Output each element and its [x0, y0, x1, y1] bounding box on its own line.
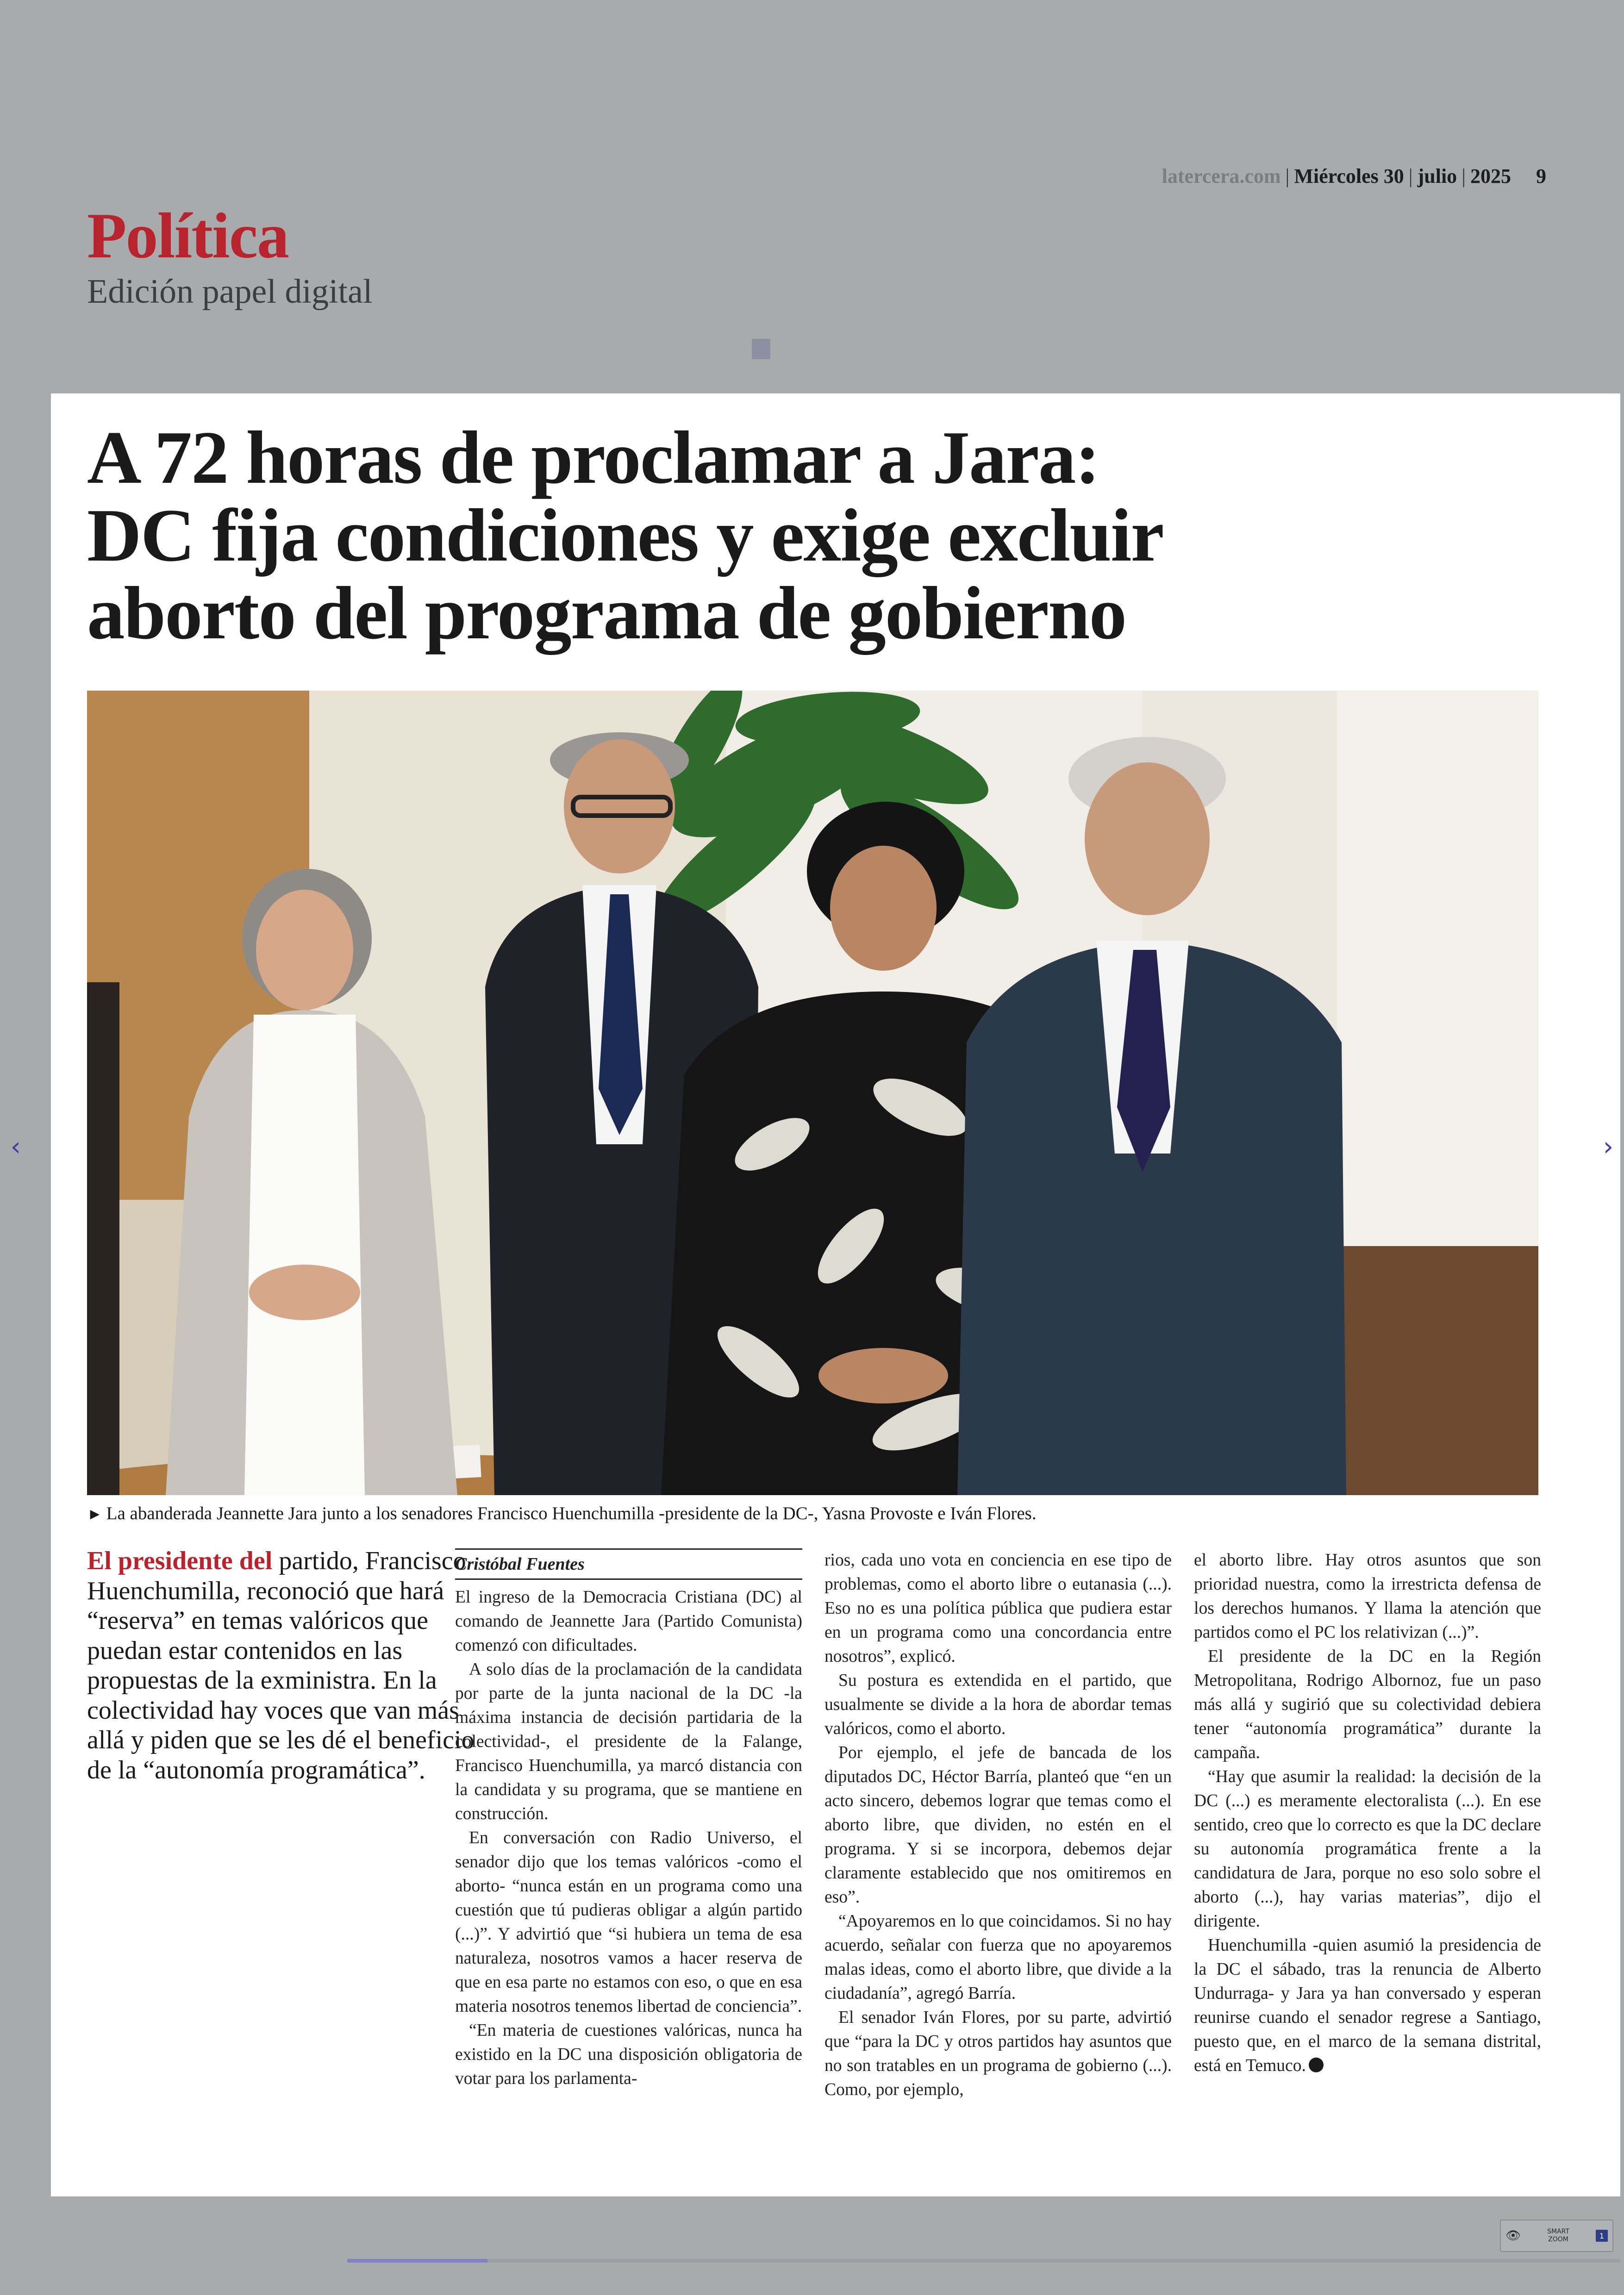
body-paragraph: El presidente de la DC en la Región Metropolitana, Rodrigo Albornoz, fue un paso más allá y sugirió que su colectividad debiera tener “autonomía programática” durante la campaña. — [1194, 1647, 1541, 1762]
caption-arrow-icon: ► — [87, 1506, 103, 1523]
article-lead — [87, 1546, 485, 1902]
body-paragraph: Su postura es extendida en el partido, que usualmente se divide a la hora de abordar temas valóricos, como el aborto. — [824, 1671, 1172, 1738]
section-subtitle: Edición papel digital — [87, 273, 373, 311]
page-number: 9 — [1536, 164, 1546, 187]
article-photo — [87, 691, 1538, 1495]
smart-zoom-label-line: SMART — [1547, 2228, 1569, 2235]
page-marker-icon — [752, 339, 770, 359]
article-column-1 — [455, 1548, 802, 2091]
lead-text: partido, Francisco Huenchumilla, reconoció que hará “reserva” en temas valóricos que puedan estar contenidos en las propuestas de la exministra. En la colectividad hay voces que van más allá y piden que se les dé el beneficio de la “autonomía programática”. — [87, 1547, 475, 1784]
body-paragraph: “Hay que asumir la realidad: la decisión de la DC (...) es meramente electoralista (...). En ese sentido, creo que lo correcto es que la DC declare su autonomía programática frente a la candidatura de Jara, porque no eso solo sobre el aborto (...), hay varias materias”, dijo el dirigente. — [1194, 1767, 1541, 1931]
separator: | — [1285, 164, 1290, 187]
caption-text: La abanderada Jeannette Jara junto a los senadores Francisco Huenchumilla -presidente de la DC-, Yasna Provoste e Iván Flores. — [106, 1503, 1037, 1523]
next-page-button[interactable] — [1594, 1133, 1622, 1161]
body-paragraph: rios, cada uno vota en conciencia en ese tipo de problemas, como el aborto libre o eutanasia (...). Eso no es una política pública que pudiera estar en un programa como una concordancia entre nosotros”, explicó. — [824, 1551, 1172, 1666]
section-title: Política — [87, 200, 288, 272]
eye-icon: 👁 — [1505, 2229, 1521, 2243]
body-paragraph-text: Huenchumilla -quien asumió la presidencia de la DC el sábado, tras la renuncia de Alberto Undurraga- y Jara ya han conversado y esperan reunirse cuando el senador regrese a Santiago, puesto que, en el marco de la semana distrital, está en Temuco. — [1194, 1936, 1541, 2075]
body-paragraph: En conversación con Radio Universo, el senador dijo que los temas valóricos -como el aborto- “nunca están en un programa como una cuestión que tú pudieras obligar a algún partido (...)”. Y advirtió que “si hubiera un tema de esa naturaleza, nosotros vamos a hacer reserva de que en esa parte no estamos con eso, o que en esa materia nosotros tenemos libertad de conciencia”. — [455, 1828, 802, 2016]
body-paragraph: “Apoyaremos en lo que coincidamos. Si no hay acuerdo, señalar con fuerza que no apoyaremos malas ideas, como el aborto libre, que divide a la ciudadanía”, agregó Barría. — [824, 1912, 1172, 2003]
article-column-3 — [1194, 1548, 1541, 2078]
photo-caption — [87, 1497, 1538, 1530]
body-paragraph-last — [1194, 1933, 1541, 2078]
body-paragraph: el aborto libre. Hay otros asuntos que son prioridad nuestra, como la irrestricta defensa de los derechos humanos. Y llama la atención que partidos como el PC los relativizan (...)”. — [1194, 1551, 1541, 1642]
article-column-2 — [824, 1548, 1172, 2102]
lead-highlight: El presidente del — [87, 1547, 273, 1575]
smart-zoom-button[interactable] — [1500, 2220, 1613, 2252]
smart-zoom-badge: 1 — [1596, 2230, 1608, 2242]
issue-year: 2025 — [1470, 164, 1511, 187]
article-end-dot-icon — [1309, 2058, 1324, 2072]
previous-page-button[interactable] — [2, 1133, 30, 1161]
page-scrubber-progress[interactable] — [347, 2259, 487, 2263]
body-paragraph: Por ejemplo, el jefe de bancada de los diputados DC, Héctor Barría, planteó que “en un acto sincero, debemos lograr que temas como el aborto libre, que dividen, no estén en el programa. Y si se incorpora, debemos dejar claramente establecido que nos omitiremos en eso”. — [824, 1743, 1172, 1907]
smart-zoom-label — [1547, 2228, 1569, 2244]
body-paragraph: “En materia de cuestiones valóricas, nunca ha existido en la DC una disposición obligatoria de votar para los parlamenta- — [455, 2021, 802, 2088]
body-paragraph: El senador Iván Flores, por su parte, advirtió que “para la DC y otros partidos hay asuntos que no son tratables en un programa de gobierno (...). Como, por ejemplo, — [824, 2008, 1172, 2099]
article-headline — [87, 416, 1592, 660]
chevron-right-icon: › — [1603, 1132, 1614, 1162]
article-byline: Cristóbal Fuentes — [455, 1548, 802, 1580]
headline-line: A 72 horas de proclamar a Jara: — [87, 416, 1099, 499]
page-scrubber[interactable] — [347, 2259, 1620, 2263]
body-paragraph: A solo días de la proclamación de la candidata por parte de la junta nacional de la DC -la máxima instancia de decisión partidaria de la colectividad-, el presidente de la Falange, Francisco Huenchumilla, ya marcó distancia con la candidata y su programa, que se mantiene en construcción. — [455, 1660, 802, 1823]
site-name: latercera.com — [1162, 164, 1281, 187]
page-header-meta — [1018, 160, 1546, 192]
smart-zoom-label-line: ZOOM — [1548, 2236, 1568, 2243]
chevron-left-icon: ‹ — [10, 1132, 21, 1162]
separator: | — [1408, 164, 1413, 187]
headline-line: DC fija condiciones y exige excluir — [87, 494, 1163, 577]
body-paragraph: El ingreso de la Democracia Cristiana (DC) al comando de Jeannette Jara (Partido Comunista) comenzó con dificultades. — [455, 1588, 802, 1655]
separator: | — [1462, 164, 1466, 187]
headline-line: aborto del programa de gobierno — [87, 572, 1126, 655]
issue-month: julio — [1417, 164, 1457, 187]
issue-day: Miércoles 30 — [1294, 164, 1404, 187]
